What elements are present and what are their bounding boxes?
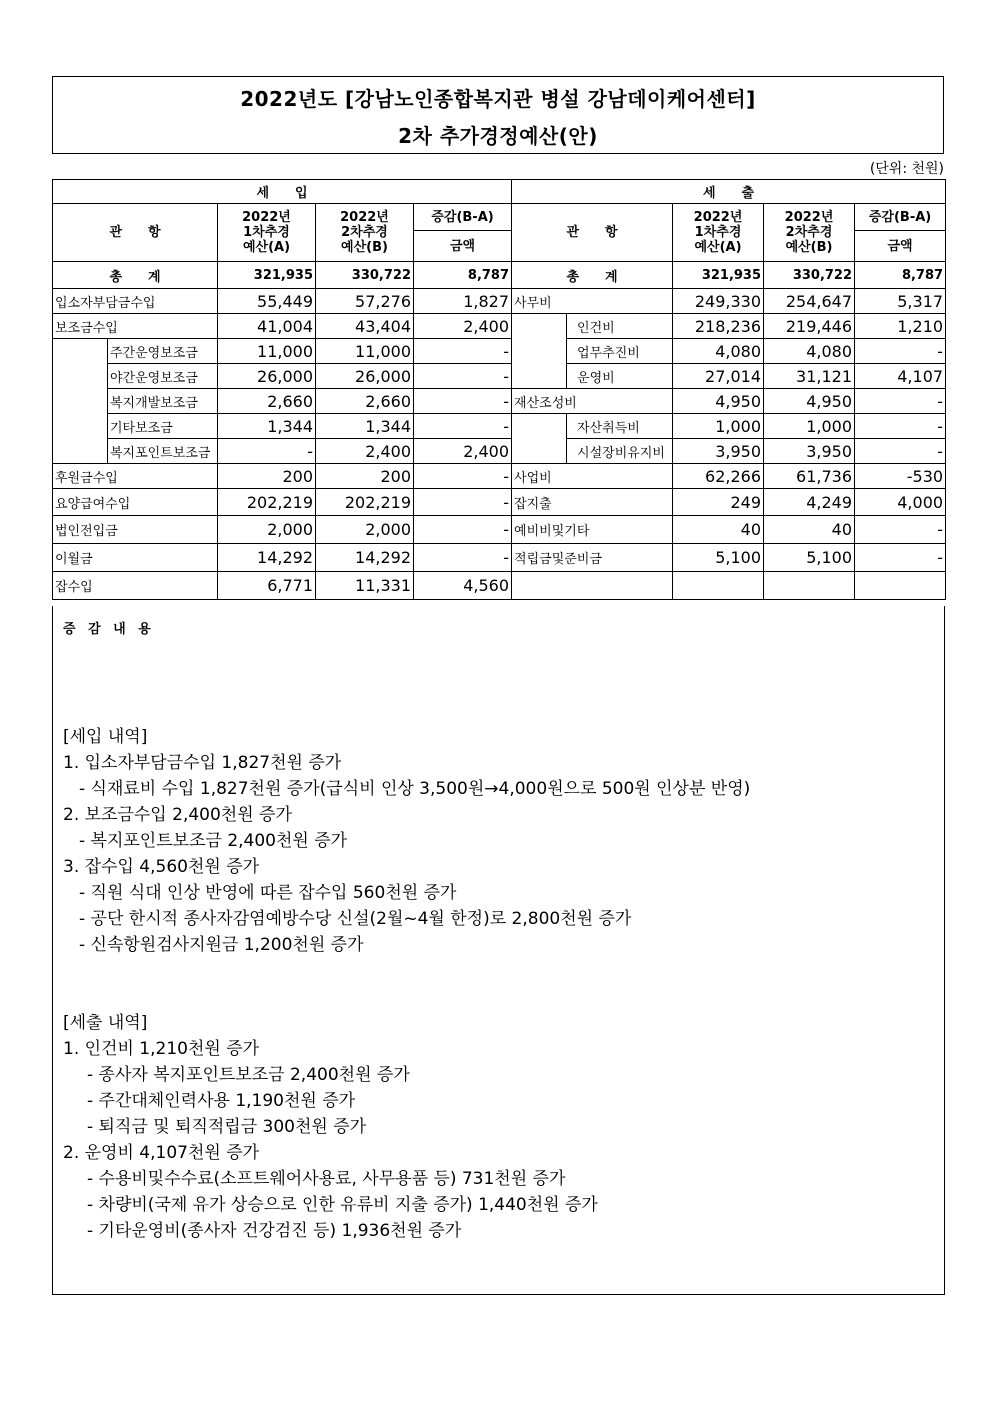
- detail-line: - 주간대체인력사용 1,190천원 증가: [87, 1091, 356, 1111]
- table-row: 입소자부담금수입 55,449 57,276 1,827 사무비 249,330 254,647 5,317: [53, 289, 946, 314]
- income-header: 세 입: [53, 180, 512, 204]
- expense-total-d: 8,787: [855, 262, 946, 289]
- table-row: 복지개발보조금 2,660 2,660 - 재산조성비 4,950 4,950 -: [53, 389, 946, 414]
- detail-line: - 수용비및수수료(소프트웨어사용료, 사무용품 등) 731천원 증가: [87, 1169, 566, 1189]
- expense-header: 세 출: [512, 180, 946, 204]
- detail-line: 1. 입소자부담금수입 1,827천원 증가: [63, 753, 342, 773]
- budget-table: [52, 179, 946, 600]
- change-details-box: [52, 606, 945, 1295]
- detail-line: - 종사자 복지포인트보조금 2,400천원 증가: [87, 1065, 410, 1085]
- expense-item-header: 관 항: [512, 204, 673, 262]
- detail-line: - 퇴직금 및 퇴직적립금 300천원 증가: [87, 1117, 367, 1137]
- income-total-b: 330,722: [316, 262, 414, 289]
- table-row: 야간운영보조금 26,000 26,000 - 운영비 27,014 31,121 4,107: [53, 364, 946, 389]
- detail-line: - 차량비(국제 유가 상승으로 인한 유류비 지출 증가) 1,440천원 증가: [87, 1195, 598, 1215]
- expense-second-header: 2022년 2차추경 예산(B): [764, 204, 855, 262]
- change-details-label: 증 감 내 용: [63, 622, 155, 637]
- detail-line: 2. 보조금수입 2,400천원 증가: [63, 805, 292, 825]
- detail-line: - 복지포인트보조금 2,400천원 증가: [79, 831, 348, 851]
- detail-line: - 신속항원검사지원금 1,200천원 증가: [79, 935, 364, 955]
- expense-total-label: 총 계: [512, 262, 673, 289]
- table-row: 기타보조금 1,344 1,344 - 자산취득비 1,000 1,000 -: [53, 414, 946, 439]
- income-amount-header: 금액: [414, 231, 512, 262]
- income-item-header: 관 항: [53, 204, 218, 262]
- detail-line: [세입 내역]: [63, 727, 148, 747]
- table-row: 주간운영보조금 11,000 11,000 - 업무추진비 4,080 4,080 -: [53, 339, 946, 364]
- title-line-2: 2차 추가경정예산(안): [398, 124, 598, 148]
- detail-line: 1. 인건비 1,210천원 증가: [63, 1039, 260, 1059]
- detail-line: [세출 내역]: [63, 1013, 148, 1033]
- table-row: 법인전입금 2,000 2,000 - 예비비및기타 40 40 -: [53, 516, 946, 544]
- income-diff-header: 증감(B-A): [414, 204, 512, 231]
- expense-diff-header: 증감(B-A): [855, 204, 946, 231]
- income-second-header: 2022년 2차추경 예산(B): [316, 204, 414, 262]
- detail-line: - 공단 한시적 종사자감염예방수당 신설(2월~4월 한정)로 2,800천원 증가: [79, 909, 632, 929]
- income-first-header: 2022년 1차추경 예산(A): [218, 204, 316, 262]
- income-total-a: 321,935: [218, 262, 316, 289]
- expense-first-header: 2022년 1차추경 예산(A): [673, 204, 764, 262]
- table-row: 후원금수입 200 200 - 사업비 62,266 61,736 -530: [53, 464, 946, 489]
- income-total-label: 총 계: [53, 262, 218, 289]
- detail-spacer: [63, 958, 750, 984]
- title-line-1: 2022년도 [강남노인종합복지관 병설 강남데이케어센터]: [240, 87, 756, 111]
- table-row: 이월금 14,292 14,292 - 적립금및준비금 5,100 5,100 -: [53, 544, 946, 572]
- expense-amount-header: 금액: [855, 231, 946, 262]
- detail-line: - 식재료비 수입 1,827천원 증가(급식비 인상 3,500원→4,000원으로 500원 인상분 반영): [79, 779, 751, 799]
- table-row: 잡수입 6,771 11,331 4,560: [53, 572, 946, 600]
- detail-line: 3. 잡수입 4,560천원 증가: [63, 857, 260, 877]
- detail-line: 2. 운영비 4,107천원 증가: [63, 1143, 260, 1163]
- title-box: [52, 76, 944, 154]
- detail-line: - 기타운영비(종사자 건강검진 등) 1,936천원 증가: [87, 1221, 462, 1241]
- detail-line: - 직원 식대 인상 반영에 따른 잡수입 560천원 증가: [79, 883, 457, 903]
- table-row: 복지포인트보조금 - 2,400 2,400 시설장비유지비 3,950 3,950 -: [53, 439, 946, 464]
- change-details-lines: [63, 724, 750, 1244]
- table-row: 보조금수입 41,004 43,404 2,400 인건비 218,236 219,446 1,210: [53, 314, 946, 339]
- expense-total-a: 321,935: [673, 262, 764, 289]
- expense-total-b: 330,722: [764, 262, 855, 289]
- income-total-d: 8,787: [414, 262, 512, 289]
- unit-label: (단위: 천원): [869, 161, 944, 177]
- table-row: 요양급여수입 202,219 202,219 - 잡지출 249 4,249 4,000: [53, 489, 946, 516]
- detail-spacer: [63, 984, 750, 1010]
